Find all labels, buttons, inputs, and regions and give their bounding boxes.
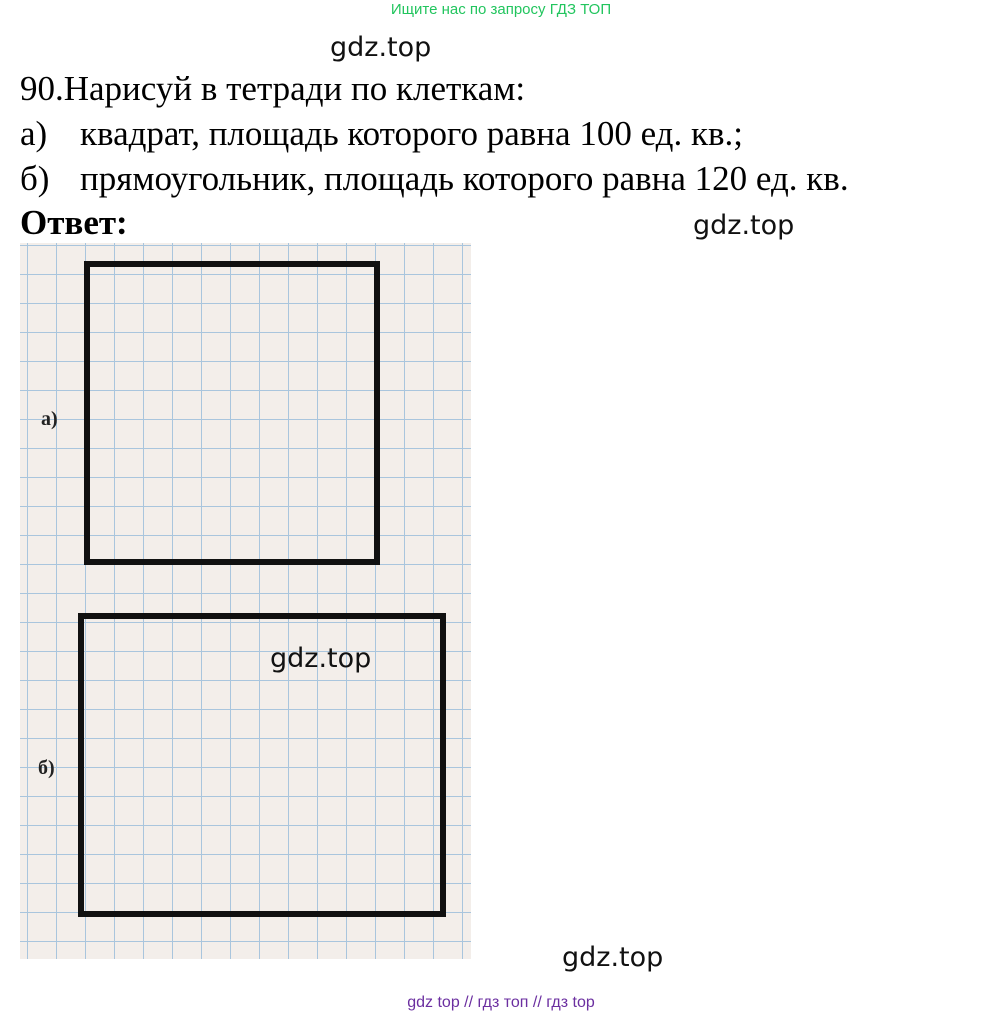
watermark: gdz.top (270, 643, 372, 674)
footer-separator: // (532, 994, 542, 1011)
task-item-a (20, 114, 743, 154)
footer-link[interactable]: гдз топ (477, 994, 529, 1011)
top-banner: Ищите нас по запросу ГДЗ ТОП (390, 1, 612, 18)
grid-paper-figure (20, 243, 471, 959)
task-item-marker: б) (20, 159, 50, 198)
task-prompt: Нарисуй в тетради по клеткам: (63, 69, 526, 108)
task-item-b (20, 159, 849, 199)
footer-link[interactable]: gdz top (407, 994, 460, 1011)
footer-links (0, 994, 1002, 1012)
task-item-text: квадрат, площадь которого равна 100 ед. кв.; (80, 114, 743, 153)
task-heading (20, 69, 525, 109)
task-item-marker: а) (20, 114, 48, 153)
figure-label-b: б) (38, 757, 55, 779)
answer-label: Ответ: (20, 203, 128, 242)
square-shape (84, 261, 380, 565)
rectangle-shape (78, 613, 446, 917)
figure-label-a: а) (41, 408, 58, 430)
watermark: gdz.top (330, 32, 432, 63)
watermark: gdz.top (562, 942, 664, 973)
watermark: gdz.top (693, 210, 795, 241)
footer-link[interactable]: гдз top (546, 994, 595, 1011)
task-item-text: прямоугольник, площадь которого равна 120 ед. кв. (80, 159, 849, 198)
footer-separator: // (464, 994, 474, 1011)
task-number: 90. (20, 69, 64, 108)
